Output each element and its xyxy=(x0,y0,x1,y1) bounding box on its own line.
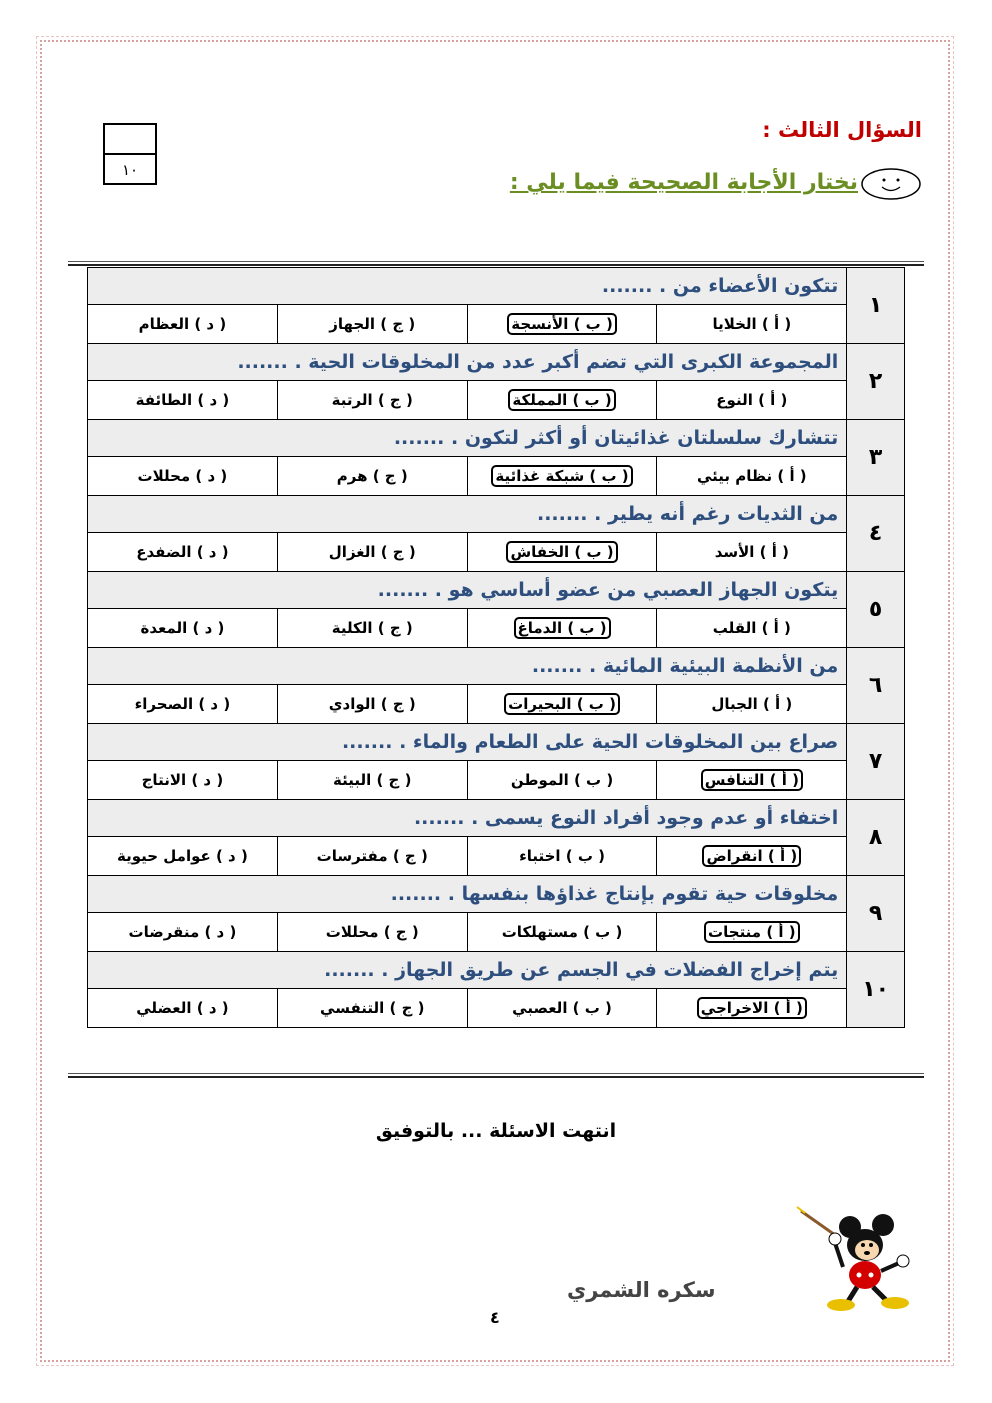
answer-option[interactable] xyxy=(88,305,278,344)
answer-label: ( د ) الانتاج xyxy=(141,771,224,789)
answer-label: ( ب ) اختباء xyxy=(519,847,606,865)
smiley-face-icon xyxy=(860,167,922,201)
answer-label: ( ج ) الرتبة xyxy=(331,391,413,409)
answer-option[interactable] xyxy=(277,837,467,876)
selected-answer-label: ( أ ) التنافس xyxy=(701,769,803,791)
page-number: ٤ xyxy=(490,1308,500,1327)
answer-label: ( د ) عوامل حيوية xyxy=(117,847,248,865)
answer-label: ( ج ) الجهاز xyxy=(329,315,416,333)
selected-answer-label: ( ب ) الدماغ xyxy=(514,617,611,639)
options-row xyxy=(88,381,905,420)
options-row xyxy=(88,533,905,572)
quiz-table xyxy=(87,267,905,1028)
bottom-divider xyxy=(68,1073,924,1078)
question-number: ٢ xyxy=(847,344,905,420)
question-text: يتم إخراج الفضلات في الجسم عن طريق الجهاز . ....... xyxy=(88,952,847,989)
answer-label: ( أ ) الأسد xyxy=(714,543,789,561)
answer-option[interactable] xyxy=(88,685,278,724)
answer-label: ( د ) العظام xyxy=(138,315,227,333)
answer-option[interactable] xyxy=(277,989,467,1028)
answer-option[interactable] xyxy=(657,913,847,952)
answer-label: ( ج ) الكلية xyxy=(331,619,413,637)
question-row xyxy=(88,724,905,761)
options-row xyxy=(88,457,905,496)
selected-answer-label: ( ب ) الخفاش xyxy=(506,541,617,563)
question-number: ٧ xyxy=(847,724,905,800)
selected-answer-label: ( ب ) البحيرات xyxy=(504,693,620,715)
answer-option[interactable] xyxy=(277,305,467,344)
answer-label: ( أ ) النوع xyxy=(716,391,788,409)
options-row xyxy=(88,305,905,344)
answer-label: ( د ) محللات xyxy=(137,467,228,485)
question-row xyxy=(88,420,905,457)
answer-label: ( ج ) البيئة xyxy=(333,771,412,789)
score-box xyxy=(103,123,157,185)
question-title: السؤال الثالث : xyxy=(762,118,922,142)
options-row xyxy=(88,685,905,724)
answer-option[interactable] xyxy=(88,761,278,800)
answer-label: ( د ) العضلي xyxy=(136,999,229,1017)
answer-option[interactable] xyxy=(657,761,847,800)
question-number: ٤ xyxy=(847,496,905,572)
selected-answer-label: ( ب ) شبكة غذائية xyxy=(491,465,632,487)
answer-option[interactable] xyxy=(88,837,278,876)
answer-option[interactable] xyxy=(467,761,657,800)
question-number: ٩ xyxy=(847,876,905,952)
question-row xyxy=(88,268,905,305)
answer-label: ( ج ) الغزال xyxy=(328,543,416,561)
question-row xyxy=(88,876,905,913)
answer-label: ( ج ) هرم xyxy=(336,467,408,485)
answer-option[interactable] xyxy=(657,533,847,572)
question-row xyxy=(88,952,905,989)
question-row xyxy=(88,800,905,837)
top-divider xyxy=(68,261,924,266)
question-text: تتشارك سلسلتان غذائيتان أو أكثر لتكون . ....... xyxy=(88,420,847,457)
answer-option[interactable] xyxy=(467,685,657,724)
answer-label: ( ج ) مفترسات xyxy=(316,847,428,865)
answer-option[interactable] xyxy=(277,533,467,572)
answer-label: ( ب ) مستهلكات xyxy=(501,923,623,941)
question-number: ٨ xyxy=(847,800,905,876)
question-number: ٣ xyxy=(847,420,905,496)
answer-option[interactable] xyxy=(467,609,657,648)
question-text: من الثديات رغم أنه يطير . ....... xyxy=(88,496,847,533)
score-box-empty-cell xyxy=(105,125,155,155)
answer-option[interactable] xyxy=(467,913,657,952)
answer-label: ( ج ) محللات xyxy=(325,923,419,941)
options-row xyxy=(88,989,905,1028)
answer-option[interactable] xyxy=(467,457,657,496)
answer-option[interactable] xyxy=(467,533,657,572)
answer-label: ( أ ) نظام بيئي xyxy=(697,467,807,485)
answer-option[interactable] xyxy=(277,609,467,648)
mickey-mouse-illustration xyxy=(795,1205,925,1315)
question-text: من الأنظمة البيئية المائية . ....... xyxy=(88,648,847,685)
answer-label: ( ب ) الموطن xyxy=(510,771,614,789)
selected-answer-label: ( ب ) المملكة xyxy=(508,389,615,411)
answer-option[interactable] xyxy=(657,457,847,496)
answer-option[interactable] xyxy=(277,761,467,800)
answer-label: ( د ) الضفدع xyxy=(136,543,229,561)
answer-label: ( د ) المعدة xyxy=(140,619,225,637)
author-name: سكره الشمري xyxy=(567,1278,716,1302)
answer-label: ( ب ) العصبي xyxy=(512,999,612,1017)
answer-label: ( د ) منقرضات xyxy=(128,923,237,941)
selected-answer-label: ( أ ) منتجات xyxy=(704,921,800,943)
question-row xyxy=(88,496,905,533)
question-number: ٦ xyxy=(847,648,905,724)
answer-option[interactable] xyxy=(467,305,657,344)
answer-label: ( أ ) الخلايا xyxy=(712,315,792,333)
answer-option[interactable] xyxy=(657,305,847,344)
selected-answer-label: ( ب ) الأنسجة xyxy=(507,313,617,335)
question-text: تتكون الأعضاء من . ....... xyxy=(88,268,847,305)
answer-option[interactable] xyxy=(88,609,278,648)
options-row xyxy=(88,761,905,800)
selected-answer-label: ( أ ) الاخراجي xyxy=(697,997,807,1019)
question-text: مخلوقات حية تقوم بإنتاج غذاؤها بنفسها . ....... xyxy=(88,876,847,913)
answer-label: ( د ) الطائفة xyxy=(135,391,230,409)
answer-option[interactable] xyxy=(277,457,467,496)
answer-option[interactable] xyxy=(657,989,847,1028)
question-text: صراع بين المخلوقات الحية على الطعام والماء . ....... xyxy=(88,724,847,761)
answer-label: ( أ ) الجبال xyxy=(711,695,793,713)
answer-label: ( ج ) الوادي xyxy=(328,695,416,713)
answer-label: ( د ) الصحراء xyxy=(134,695,231,713)
answer-option[interactable] xyxy=(88,989,278,1028)
question-text: المجموعة الكبرى التي تضم أكبر عدد من المخلوقات الحية . ....... xyxy=(88,344,847,381)
answer-option[interactable] xyxy=(277,913,467,952)
answer-option[interactable] xyxy=(277,685,467,724)
answer-option[interactable] xyxy=(277,381,467,420)
question-number: ١٠ xyxy=(847,952,905,1028)
question-text: اختفاء أو عدم وجود أفراد النوع يسمى . ....... xyxy=(88,800,847,837)
answer-option[interactable] xyxy=(467,989,657,1028)
end-text: انتهت الاسئلة ... بالتوفيق xyxy=(375,1120,617,1142)
question-text: يتكون الجهاز العصبي من عضو أساسي هو . ....... xyxy=(88,572,847,609)
selected-answer-label: ( أ ) انقراض xyxy=(702,845,801,867)
answer-option[interactable] xyxy=(88,457,278,496)
question-number: ٥ xyxy=(847,572,905,648)
answer-option[interactable] xyxy=(657,685,847,724)
answer-option[interactable] xyxy=(88,381,278,420)
options-row xyxy=(88,609,905,648)
question-row xyxy=(88,344,905,381)
question-row xyxy=(88,648,905,685)
answer-option[interactable] xyxy=(467,381,657,420)
answer-label: ( ج ) التنفسي xyxy=(320,999,425,1017)
options-row xyxy=(88,837,905,876)
answer-option[interactable] xyxy=(88,533,278,572)
answer-label: ( أ ) القلب xyxy=(712,619,791,637)
answer-option[interactable] xyxy=(467,837,657,876)
answer-option[interactable] xyxy=(657,837,847,876)
answer-option[interactable] xyxy=(88,913,278,952)
options-row xyxy=(88,913,905,952)
score-value: ١٠ xyxy=(121,161,139,179)
instruction-text: نختار الأجابة الصحيحة فيما يلي : xyxy=(509,170,858,195)
question-row xyxy=(88,572,905,609)
answer-option[interactable] xyxy=(657,381,847,420)
answer-option[interactable] xyxy=(657,609,847,648)
question-number: ١ xyxy=(847,268,905,344)
